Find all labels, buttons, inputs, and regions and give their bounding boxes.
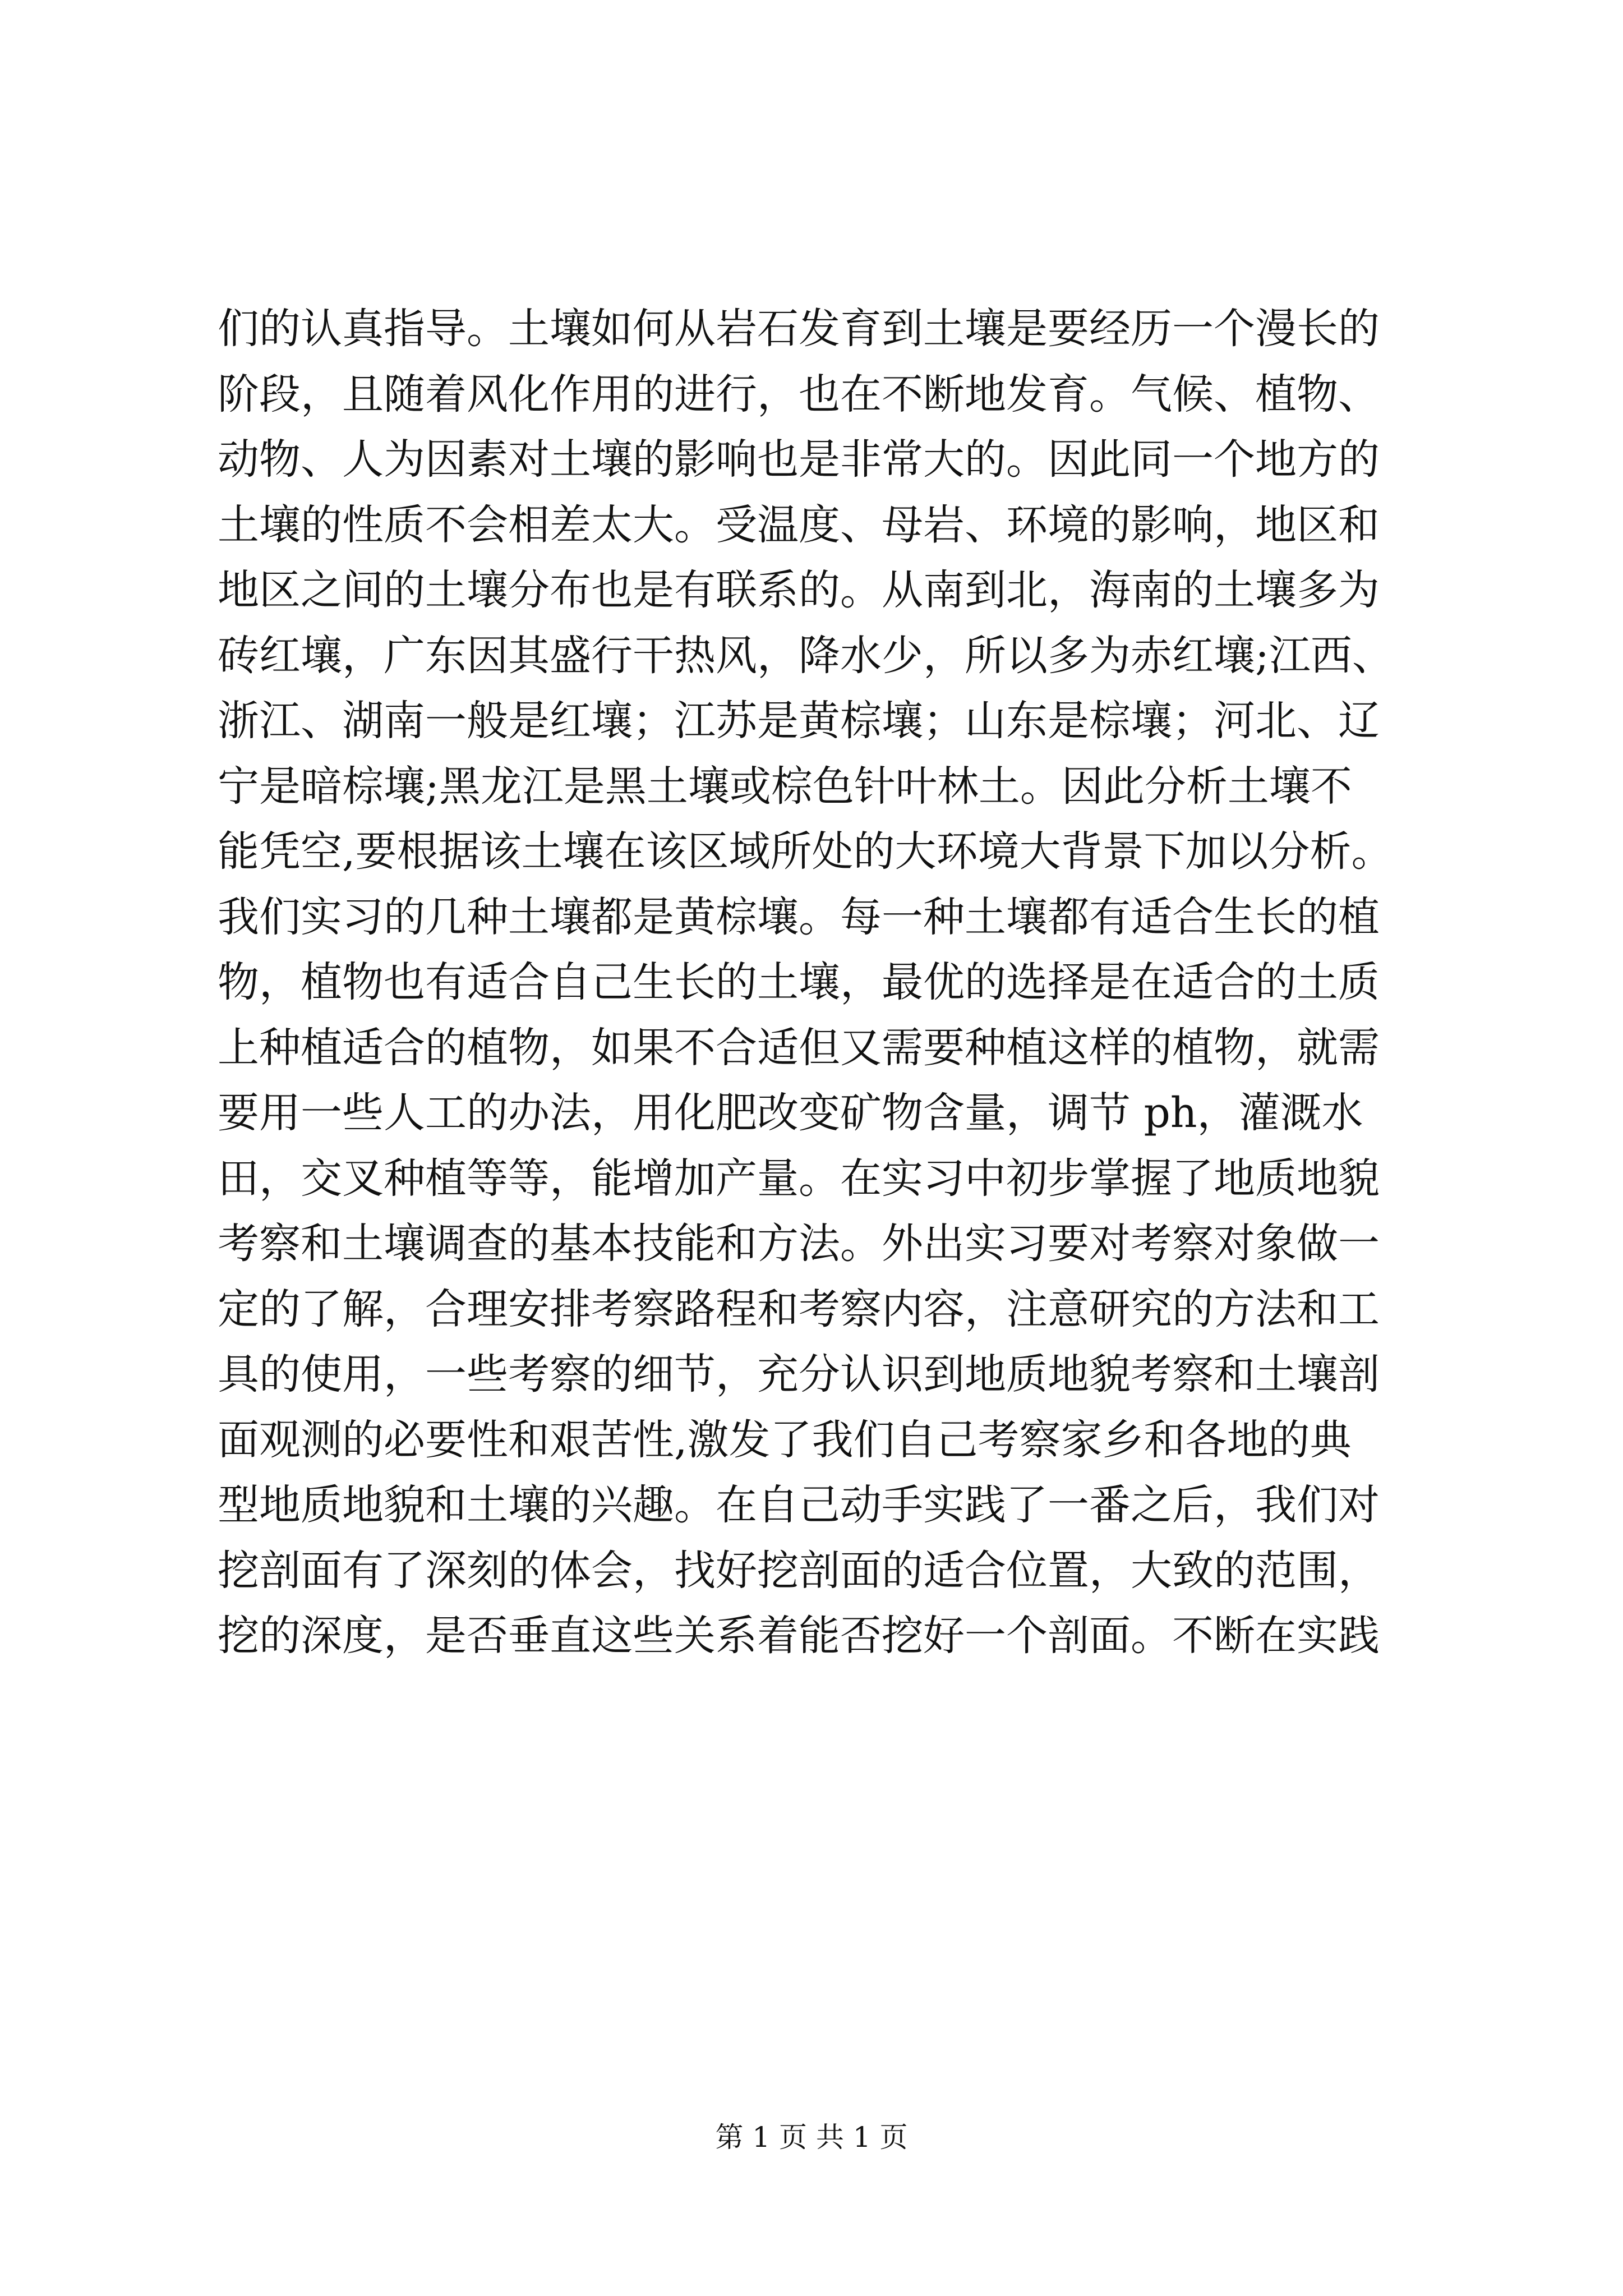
text-line: 面观测的必要性和艰苦性,激发了我们自己考察家乡和各地的典 [218, 1415, 1352, 1464]
text-line: 阶段，且随着风化作用的进行，也在不断地发育。气候、植物、 [218, 370, 1380, 418]
text-line: 宁是暗棕壤;黑龙江是黑土壤或棕色针叶林土。因此分析土壤不 [218, 762, 1352, 811]
text-line: 考察和土壤调查的基本技能和方法。外出实习要对考察对象做一 [218, 1220, 1380, 1268]
text-line: 物，植物也有适合自己生长的土壤，最优的选择是在适合的土质 [218, 958, 1380, 1006]
text-line: 动物、人为因素对土壤的影响也是非常大的。因此同一个地方的 [218, 435, 1380, 484]
text-line: 挖剖面有了深刻的体会，找好挖剖面的适合位置，大致的范围， [218, 1546, 1380, 1595]
text-line: 上种植适合的植物，如果不合适但又需要种植这样的植物，就需 [218, 1023, 1380, 1072]
text-line: 地区之间的土壤分布也是有联系的。从南到北，海南的土壤多为 [218, 566, 1380, 614]
text-line: 挖的深度，是否垂直这些关系着能否挖好一个剖面。不断在实践 [218, 1612, 1380, 1660]
page-footer: 第 1 页 共 1 页 [715, 2121, 908, 2154]
text-line: 田，交叉种植等等，能增加产量。在实习中初步掌握了地质地貌 [218, 1154, 1380, 1203]
text-line: 我们实习的几种土壤都是黄棕壤。每一种土壤都有适合生长的植 [218, 892, 1380, 941]
text-line: 型地质地貌和土壤的兴趣。在自己动手实践了一番之后，我们对 [218, 1481, 1380, 1529]
text-line: 土壤的性质不会相差太大。受温度、母岩、环境的影响，地区和 [218, 500, 1380, 549]
text-line: 具的使用，一些考察的细节，充分认识到地质地貌考察和土壤剖 [218, 1350, 1380, 1398]
text-line: 浙江、湖南一般是红壤；江苏是黄棕壤；山东是棕壤；河北、辽 [218, 697, 1380, 745]
text-line: 能凭空,要根据该土壤在该区域所处的大环境大背景下加以分析。 [218, 827, 1393, 876]
text-line: 砖红壤，广东因其盛行干热风，降水少，所以多为赤红壤;江西、 [218, 631, 1394, 680]
text-line: 们的认真指导。土壤如何从岩石发育到土壤是要经历一个漫长的 [218, 305, 1380, 353]
text-line: 定的了解，合理安排考察路程和考察内容，注意研究的方法和工 [218, 1285, 1380, 1333]
text-line: 要用一些人工的办法，用化肥改变矿物含量，调节 ph，灌溉水 [218, 1089, 1363, 1137]
body-text [218, 296, 1423, 1669]
